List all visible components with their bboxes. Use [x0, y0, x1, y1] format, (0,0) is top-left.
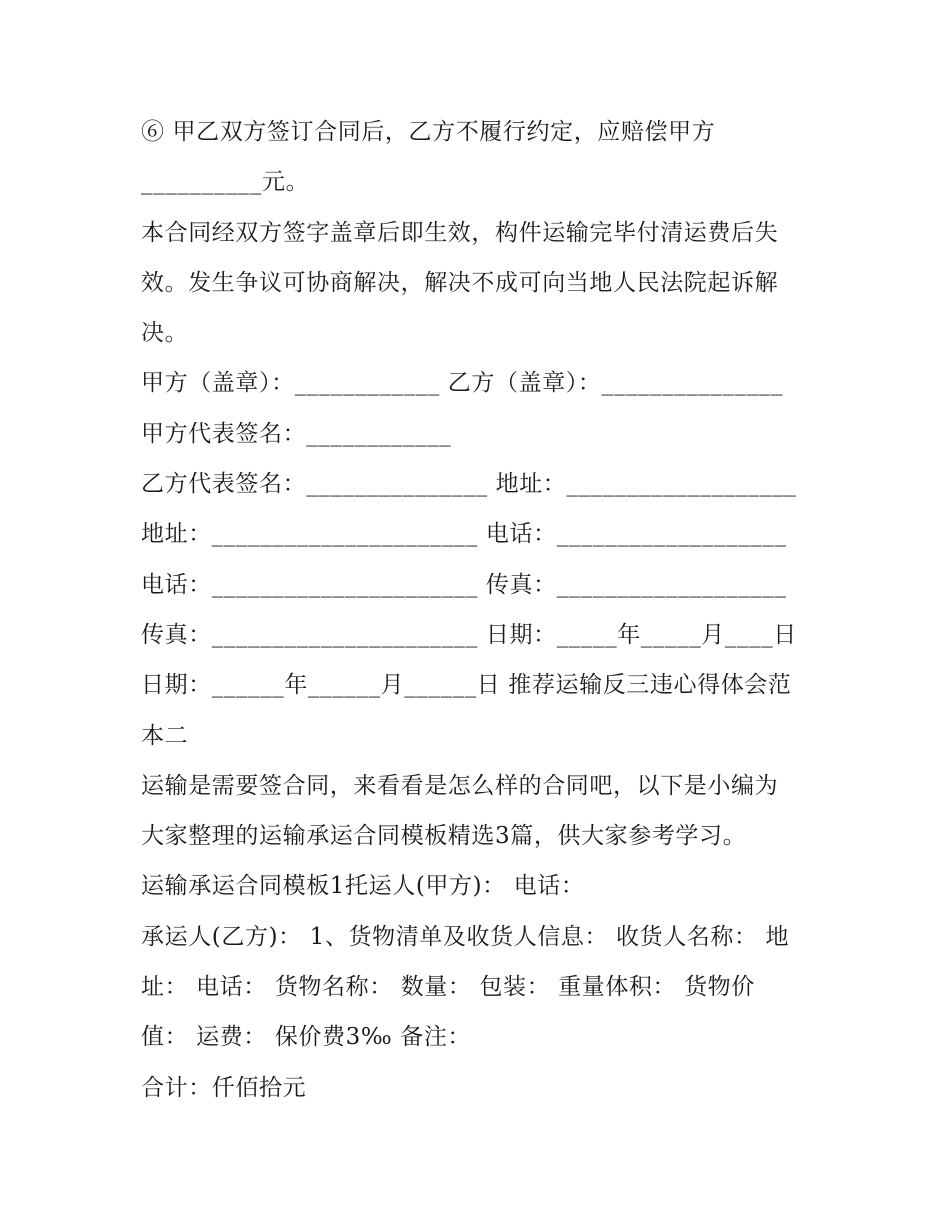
text-line: ⑥ 甲乙双方签订合同后，乙方不履行约定，应赔偿甲方: [141, 119, 716, 145]
text-line: 运输是需要签合同，来看看是怎么样的合同吧，以下是小编为: [141, 772, 779, 799]
text-line: 值： 运费： 保价费3‰ 备注：: [141, 1024, 472, 1051]
address-line: 地址：______________________ 电话：___________________: [141, 521, 787, 548]
text-line: 本二: [141, 722, 189, 749]
text-line: 效。发生争议可协商解决，解决不成可向当地人民法院起诉解: [141, 269, 779, 296]
phone-line: 电话：______________________ 传真：___________________: [141, 571, 787, 598]
signature-line-party-b-rep: 乙方代表签名：_______________ 地址：___________________: [141, 471, 797, 498]
text-line: 承运人(乙方)： 1、货物清单及收货人信息： 收货人名称： 地: [141, 923, 790, 950]
signature-line-seals: 甲方（盖章）：____________ 乙方（盖章）：_______________: [141, 370, 784, 397]
text-line: 合计：仟佰拾元: [141, 1074, 307, 1101]
text-line: 大家整理的运输承运合同模板精选3篇，供大家参考学习。: [141, 823, 747, 850]
document-body: [141, 107, 831, 1113]
fax-line: 传真：______________________ 日期：_____年_____月____日: [141, 621, 797, 648]
text-line: 址： 电话： 货物名称： 数量： 包装： 重量体积： 货物价: [141, 974, 755, 1001]
text-line: 决。: [141, 320, 189, 347]
signature-line-party-a-rep: 甲方代表签名：____________: [141, 420, 452, 447]
text-line: 本合同经双方签字盖章后即生效，构件运输完毕付清运费后失: [141, 219, 779, 246]
date-line: 日期：______年______月______日 推荐运输反三违心得体会范: [141, 672, 792, 699]
text-line: 运输承运合同模板1托运人(甲方)： 电话：: [141, 873, 585, 900]
text-line: __________元。: [141, 169, 310, 196]
